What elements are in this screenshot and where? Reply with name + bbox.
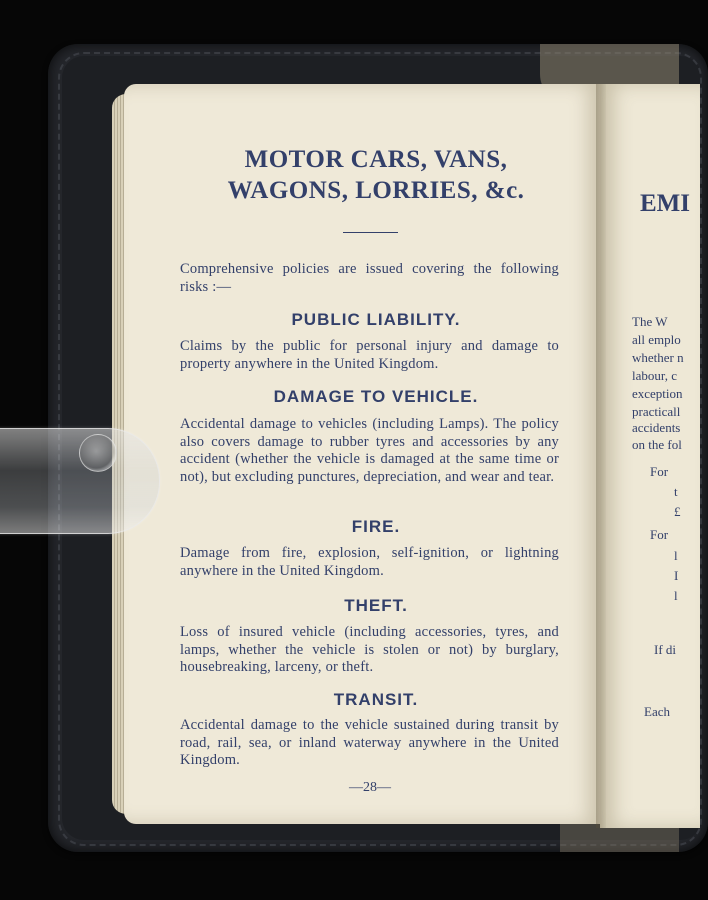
heading-theft: THEFT. — [344, 596, 408, 615]
facing-line: practicall — [632, 404, 681, 419]
facing-line: For — [650, 464, 669, 479]
facing-line: £ — [674, 504, 681, 519]
title-line-2: WAGONS, LORRIES, &c. — [227, 177, 525, 204]
page-number: —28— — [349, 780, 391, 795]
facing-line: If di — [654, 642, 677, 657]
heading-fire: FIRE. — [351, 517, 401, 536]
body-transit: Accidental damage to the vehicle sustained during transit by road, rail, sea, or inland waterway anywhere in the United Kingdom. — [180, 717, 559, 768]
title-line-1: MOTOR CARS, VANS, — [244, 146, 508, 173]
snap-button — [79, 434, 117, 472]
facing-line: I — [674, 568, 679, 583]
book-gutter — [596, 84, 606, 828]
facing-line: all emplo — [632, 332, 681, 347]
title-rule — [343, 232, 398, 233]
facing-line: For — [650, 527, 669, 542]
page-title — [176, 144, 576, 206]
body-damage-to-vehicle: Accidental damage to vehicles (including Lamps). The policy also covers damage to rubber tyres and accessories by any accident (whether the vehicle is damaged at the same time or not), but excluding punctures, depreciation, and wear and tear. — [180, 416, 559, 485]
heading-public-liability: PUBLIC LIABILITY. — [291, 310, 461, 329]
facing-line: l — [674, 588, 678, 603]
facing-line: accidents — [632, 420, 681, 435]
facing-line: t — [674, 484, 678, 499]
body-public-liability: Claims by the public for personal injury and damage to property anywhere in the United Kingdom. — [180, 338, 559, 372]
heading-transit: TRANSIT. — [333, 690, 419, 709]
facing-line: The W — [632, 314, 668, 329]
facing-line: exception — [632, 386, 683, 401]
facing-page-heading: EMI — [640, 190, 690, 217]
intro-paragraph: Comprehensive policies are issued covering the following risks :— — [180, 261, 559, 295]
body-fire: Damage from fire, explosion, self-ignition, or lightning anywhere in the United Kingdom. — [180, 545, 559, 579]
facing-line: on the fol — [632, 437, 682, 452]
facing-line: whether n — [632, 350, 684, 365]
heading-damage-to-vehicle: DAMAGE TO VEHICLE. — [273, 387, 479, 406]
body-theft: Loss of insured vehicle (including accessories, tyres, and lamps, whether the vehicle is stolen or not) by burglary, housebreaking, larceny, or theft. — [180, 624, 559, 675]
facing-line: labour, c — [632, 368, 677, 383]
facing-line: l — [674, 548, 678, 563]
facing-line: Each — [644, 704, 670, 719]
